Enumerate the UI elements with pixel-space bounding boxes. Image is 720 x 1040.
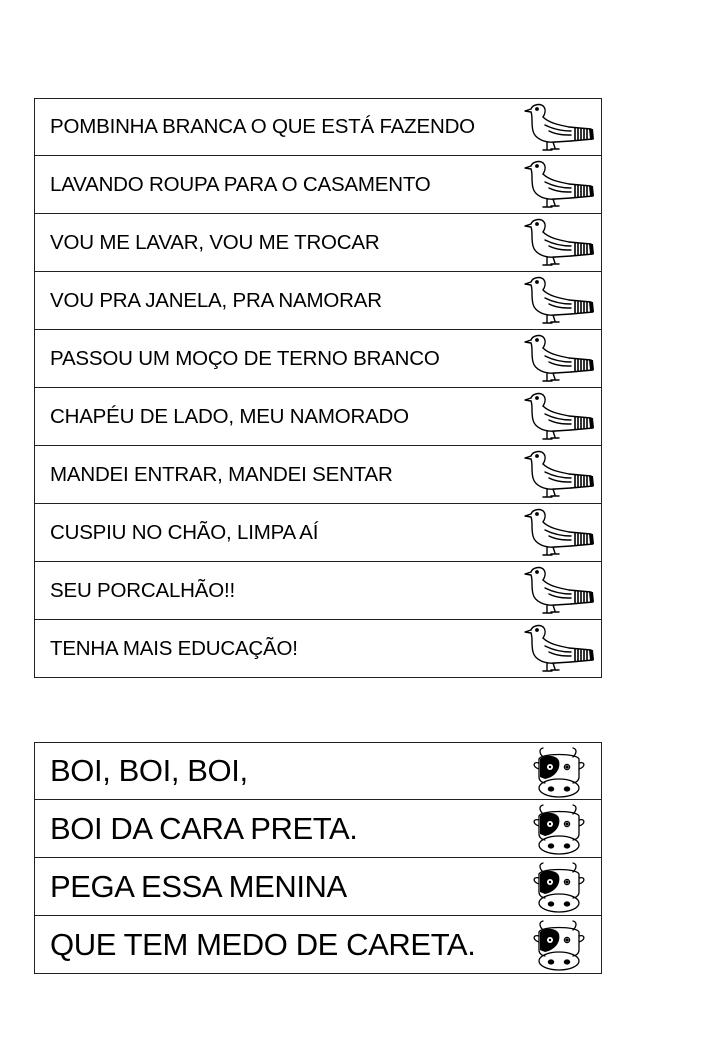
- verse-text: PASSOU UM MOÇO DE TERNO BRANCO: [50, 346, 440, 370]
- pigeon-icon: [519, 506, 599, 560]
- verse-row: [34, 742, 602, 800]
- verse-text: LAVANDO ROUPA PARA O CASAMENTO: [50, 172, 431, 196]
- pigeon-icon: [519, 622, 599, 676]
- pigeon-icon: [519, 448, 599, 502]
- verse-text: CUSPIU NO CHÃO, LIMPA AÍ: [50, 520, 319, 544]
- pigeon-icon: [519, 564, 599, 618]
- cow-head-icon: [529, 860, 589, 914]
- verse-row: [34, 446, 602, 504]
- verse-text: SEU PORCALHÃO!!: [50, 578, 235, 602]
- verse-text: CHAPÉU DE LADO, MEU NAMORADO: [50, 404, 409, 428]
- verse-text: BOI, BOI, BOI,: [50, 753, 248, 788]
- cow-head-icon: [529, 802, 589, 856]
- verse-text: MANDEI ENTRAR, MANDEI SENTAR: [50, 462, 393, 486]
- verse-row: [34, 504, 602, 562]
- verse-text: VOU PRA JANELA, PRA NAMORAR: [50, 288, 382, 312]
- boi-da-cara-preta-table: [34, 742, 602, 974]
- pigeon-icon: [519, 274, 599, 328]
- verse-row: [34, 620, 602, 678]
- verse-text: TENHA MAIS EDUCAÇÃO!: [50, 636, 298, 660]
- pigeon-icon: [519, 101, 599, 155]
- verse-text: QUE TEM MEDO DE CARETA.: [50, 926, 476, 962]
- cow-head-icon: [529, 918, 589, 972]
- pigeon-icon: [519, 332, 599, 386]
- verse-text: BOI DA CARA PRETA.: [50, 810, 358, 846]
- pigeon-icon: [519, 216, 599, 270]
- verse-row: [34, 156, 602, 214]
- verse-row: [34, 562, 602, 620]
- verse-row: [34, 916, 602, 974]
- cow-head-icon: [529, 745, 589, 799]
- verse-text: PEGA ESSA MENINA: [50, 868, 347, 904]
- pigeon-icon: [519, 390, 599, 444]
- verse-row: [34, 858, 602, 916]
- verse-row: [34, 388, 602, 446]
- verse-row: [34, 272, 602, 330]
- verse-row: [34, 98, 602, 156]
- verse-text: POMBINHA BRANCA O QUE ESTÁ FAZENDO: [50, 115, 475, 138]
- pombinha-branca-table: [34, 98, 602, 678]
- verse-row: [34, 214, 602, 272]
- pigeon-icon: [519, 158, 599, 212]
- verse-text: VOU ME LAVAR, VOU ME TROCAR: [50, 230, 380, 254]
- verse-row: [34, 330, 602, 388]
- verse-row: [34, 800, 602, 858]
